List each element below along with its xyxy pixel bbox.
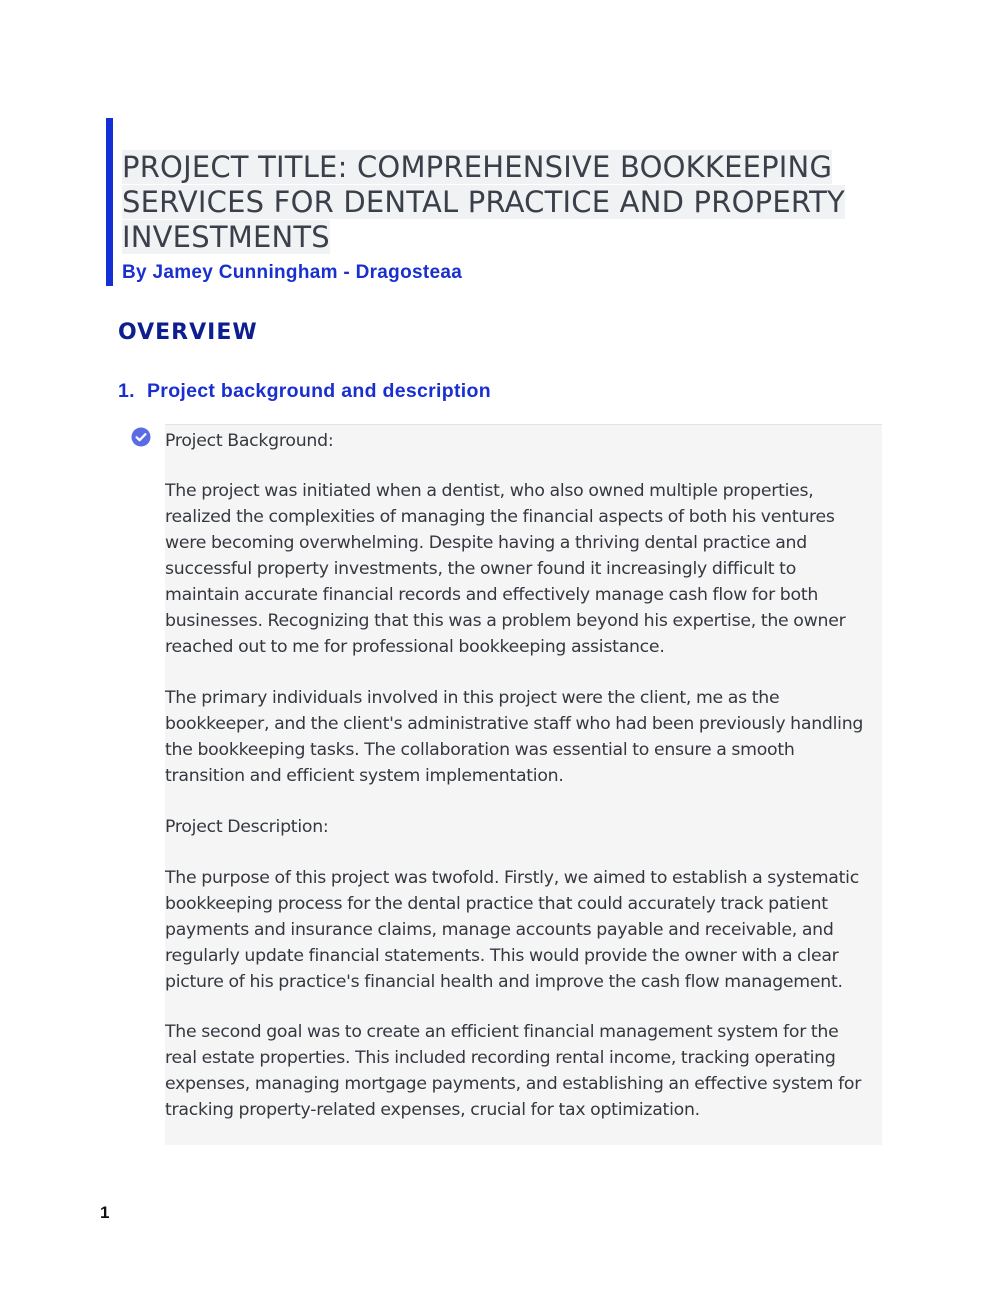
text-line: tracking property-related expenses, crucial for tax optimization. <box>165 1100 700 1120</box>
text-line: businesses. Recognizing that this was a problem beyond his expertise, the owner <box>165 611 846 631</box>
text-line: bookkeeper, and the client's administrative staff who had been previously handling <box>165 714 864 734</box>
text-line: successful property investments, the owner found it increasingly difficult to <box>165 559 797 579</box>
page-title <box>122 150 882 255</box>
text-line: The purpose of this project was twofold. Firstly, we aimed to establish a systematic <box>165 868 859 888</box>
description-label <box>165 814 328 840</box>
text-line: maintain accurate financial records and effectively manage cash flow for both <box>165 585 819 605</box>
author-byline: By Jamey Cunningham - Dragosteaa <box>122 262 463 283</box>
title-accent-bar <box>106 118 113 286</box>
check-circle-icon <box>131 427 151 447</box>
title-block <box>106 118 886 286</box>
section-heading <box>118 380 491 403</box>
text-line: real estate properties. This included recording rental income, tracking operating <box>165 1048 836 1068</box>
title-line: PROJECT TITLE: COMPREHENSIVE BOOKKEEPING <box>122 150 833 184</box>
text-line: payments and insurance claims, manage accounts payable and receivable, and <box>165 920 834 940</box>
page-number: 1 <box>100 1203 110 1222</box>
background-paragraph-2 <box>165 685 863 789</box>
overview-heading: OVERVIEW <box>118 320 258 345</box>
section-number: 1. <box>118 380 135 402</box>
text-line: bookkeeping process for the dental practice that could accurately track patient <box>165 894 828 914</box>
text-line: picture of his practice's financial health and improve the cash flow management. <box>165 972 843 992</box>
text-line: were becoming overwhelming. Despite having a thriving dental practice and <box>165 533 807 553</box>
text-line: realized the complexities of managing the financial aspects of both his ventures <box>165 507 835 527</box>
title-line: INVESTMENTS <box>122 220 330 254</box>
description-paragraph-1 <box>165 865 859 995</box>
text-line: The primary individuals involved in this project were the client, me as the <box>165 688 780 708</box>
text-line: the bookkeeping tasks. The collaboration was essential to ensure a smooth <box>165 740 795 760</box>
text-line: reached out to me for professional bookkeeping assistance. <box>165 637 665 657</box>
section-title: Project background and description <box>147 380 491 402</box>
background-label <box>165 428 333 454</box>
description-paragraph-2 <box>165 1019 861 1123</box>
text-line: Project Background: <box>165 431 334 451</box>
text-line: transition and efficient system implementation. <box>165 766 564 786</box>
text-line: The second goal was to create an efficient financial management system for the <box>165 1022 839 1042</box>
text-line: expenses, managing mortgage payments, and establishing an effective system for <box>165 1074 862 1094</box>
text-line: The project was initiated when a dentist, who also owned multiple properties, <box>165 481 814 501</box>
title-line: SERVICES FOR DENTAL PRACTICE AND PROPERTY <box>122 185 845 219</box>
text-line: regularly update financial statements. This would provide the owner with a clear <box>165 946 839 966</box>
content-block <box>165 424 882 1145</box>
text-line: Project Description: <box>165 817 329 837</box>
background-paragraph-1 <box>165 478 845 660</box>
